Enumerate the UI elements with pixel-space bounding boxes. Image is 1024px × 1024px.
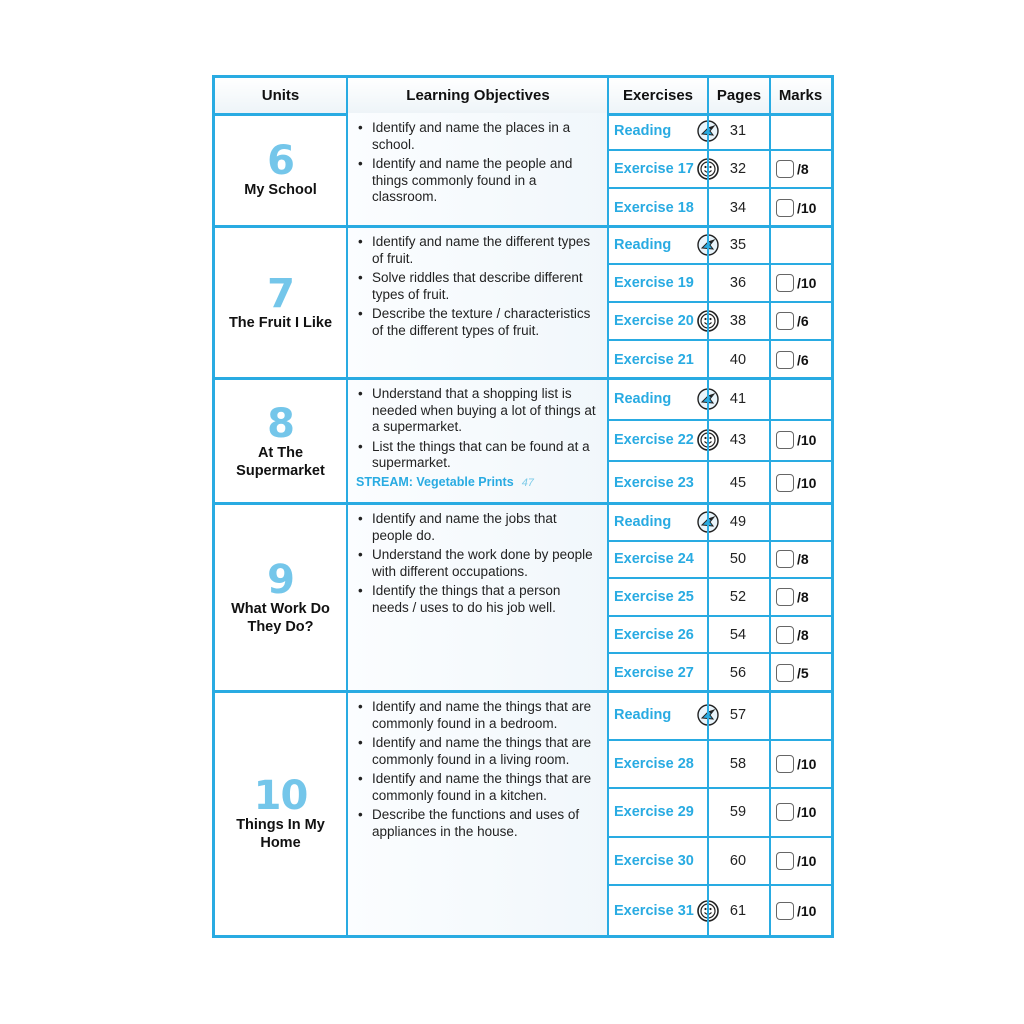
exercise-row: [608, 227, 831, 265]
learning-objectives: [348, 227, 608, 379]
unit-divider: [215, 377, 831, 380]
page-number: 49: [729, 513, 747, 530]
score-checkbox[interactable]: [776, 755, 794, 773]
unit-label: [215, 504, 346, 692]
marks-cell: [770, 741, 831, 788]
exercise-link[interactable]: Exercise 17: [614, 161, 694, 177]
marks-cell: [770, 617, 831, 653]
page-number: 50: [729, 551, 747, 568]
exercise-row: [608, 462, 831, 504]
exercise-row: [608, 617, 831, 655]
exercise-link[interactable]: Exercise 20: [614, 313, 694, 329]
unit-label: [215, 113, 346, 227]
marks-cell: [770, 579, 831, 615]
page-number: 43: [729, 432, 747, 449]
table-of-contents: [212, 75, 834, 938]
stream-label: STREAM: Vegetable Prints: [356, 474, 514, 489]
page-number: 32: [729, 161, 747, 177]
marks-cell: [770, 189, 831, 227]
objective-item: • Solve riddles that describe different types of fruit.: [356, 270, 600, 303]
exercise-link[interactable]: Exercise 29: [614, 804, 694, 821]
marks-cell: [770, 421, 831, 461]
unit-divider: [215, 690, 831, 693]
reading-link[interactable]: Reading: [614, 390, 672, 407]
exercise-row: [608, 504, 831, 542]
marks-total: /10: [797, 475, 817, 492]
score-checkbox[interactable]: [776, 626, 794, 644]
page-number: 58: [729, 755, 747, 772]
exercise-row: [608, 379, 831, 421]
header-exercises: Exercises: [622, 87, 694, 104]
unit-title: Things In My Home: [236, 816, 325, 851]
exercise-row: [608, 341, 831, 379]
objective-item: • Identify the things that a person needs / uses to do his job well.: [356, 583, 600, 616]
score-checkbox[interactable]: [776, 351, 794, 369]
marks-total: /10: [797, 853, 817, 870]
objective-item: • List the things that can be found at a supermarket.: [356, 439, 600, 472]
stream-activity: [356, 475, 600, 489]
marks-cell: [770, 462, 831, 504]
marks-cell: [770, 789, 831, 836]
exercise-row: [608, 692, 831, 741]
learning-objectives: [348, 379, 608, 504]
objective-item: • Identify and name the things that are commonly found in a kitchen.: [356, 771, 600, 804]
unit-divider: [215, 502, 831, 505]
unit-title: What Work Do They Do?: [231, 601, 330, 635]
exercise-link[interactable]: Exercise 24: [614, 551, 694, 568]
marks-cell: [770, 654, 831, 692]
page-number: 56: [729, 665, 747, 682]
exercise-row: [608, 189, 831, 227]
marks-total: /10: [797, 755, 817, 772]
score-checkbox[interactable]: [776, 160, 794, 178]
unit-label: [215, 379, 346, 504]
score-checkbox[interactable]: [776, 274, 794, 292]
marks-total: /10: [797, 200, 817, 216]
marks-cell: [770, 838, 831, 885]
score-checkbox[interactable]: [776, 902, 794, 920]
exercise-link[interactable]: Exercise 31: [614, 902, 694, 919]
marks-total: /6: [797, 313, 809, 329]
score-checkbox[interactable]: [776, 312, 794, 330]
marks-cell: [770, 265, 831, 301]
exercise-row: [608, 838, 831, 887]
objective-item: • Describe the texture / characteristics of the different types of fruit.: [356, 306, 600, 339]
unit-number: 9: [267, 557, 294, 603]
page-number: 31: [729, 123, 747, 139]
unit-divider: [215, 225, 831, 228]
score-checkbox[interactable]: [776, 199, 794, 217]
header-objectives: Learning Objectives: [406, 87, 550, 104]
table-header: [215, 78, 831, 116]
exercise-row: [608, 654, 831, 692]
score-checkbox[interactable]: [776, 431, 794, 449]
unit-title: At The Supermarket: [236, 444, 325, 479]
score-checkbox[interactable]: [776, 588, 794, 606]
marks-total: /8: [797, 551, 809, 568]
unit-number: 6: [267, 138, 294, 184]
exercise-row: [608, 421, 831, 463]
objective-item: • Understand the work done by people with different occupations.: [356, 547, 600, 580]
score-checkbox[interactable]: [776, 664, 794, 682]
marks-total: /5: [797, 665, 809, 682]
unit-number: 7: [267, 271, 294, 317]
marks-cell: [770, 151, 831, 187]
objective-item: • Identify and name the things that are commonly found in a living room.: [356, 735, 600, 768]
unit-label: [215, 692, 346, 935]
exercise-row: [608, 789, 831, 838]
exercise-row: [608, 886, 831, 935]
exercise-row: [608, 741, 831, 790]
exercise-link[interactable]: Exercise 25: [614, 588, 694, 605]
score-checkbox[interactable]: [776, 474, 794, 492]
page-number: 36: [729, 275, 747, 291]
score-checkbox[interactable]: [776, 550, 794, 568]
reading-link[interactable]: Reading: [614, 707, 672, 724]
unit-number: 8: [267, 400, 294, 447]
page-number: 45: [729, 475, 747, 492]
objective-item: • Understand that a shopping list is needed when buying a lot of things at a supermarket.: [356, 386, 600, 436]
page-number: 54: [729, 626, 747, 643]
unit-title: My School: [244, 182, 317, 198]
page-number: 34: [729, 200, 747, 216]
exercise-link[interactable]: Exercise 23: [614, 475, 694, 492]
exercise-row: [608, 579, 831, 617]
marks-total: /10: [797, 432, 817, 449]
header-units: Units: [261, 87, 300, 104]
page-number: 60: [729, 853, 747, 870]
marks-total: /10: [797, 902, 817, 919]
marks-total: /10: [797, 804, 817, 821]
exercise-row: [608, 265, 831, 303]
learning-objectives: [348, 113, 608, 227]
exercise-link[interactable]: Exercise 30: [614, 853, 694, 870]
page-number: 35: [729, 237, 747, 253]
page-number: 41: [729, 390, 747, 407]
exercise-link[interactable]: Exercise 21: [614, 352, 694, 368]
exercise-link[interactable]: Exercise 22: [614, 432, 694, 449]
objective-item: • Identify and name the things that are commonly found in a bedroom.: [356, 699, 600, 732]
score-checkbox[interactable]: [776, 803, 794, 821]
marks-cell: [770, 886, 831, 935]
header-marks: Marks: [778, 87, 823, 104]
header-pages: Pages: [716, 87, 762, 104]
exercise-link[interactable]: Exercise 18: [614, 200, 694, 216]
marks-cell: [770, 542, 831, 578]
page-number: 59: [729, 804, 747, 821]
marks-cell: [770, 303, 831, 339]
page-number: 61: [729, 902, 747, 919]
exercise-row: [608, 151, 831, 189]
objective-item: • Identify and name the jobs that people do.: [356, 511, 600, 544]
marks-total: /8: [797, 161, 809, 177]
exercise-link[interactable]: Exercise 19: [614, 275, 694, 291]
learning-objectives: [348, 692, 608, 935]
stream-page: 47: [521, 476, 534, 489]
page-number: 52: [729, 588, 747, 605]
unit-label: [215, 227, 346, 379]
page-number: 57: [729, 707, 747, 724]
page-number: 40: [729, 352, 747, 368]
unit-number: 10: [253, 772, 308, 819]
exercise-row: [608, 542, 831, 580]
exercise-row: [608, 303, 831, 341]
page-number: 38: [729, 313, 747, 329]
reading-link[interactable]: Reading: [614, 123, 672, 139]
marks-total: /6: [797, 352, 809, 368]
marks-total: /8: [797, 626, 809, 643]
score-checkbox[interactable]: [776, 852, 794, 870]
exercise-link[interactable]: Exercise 26: [614, 626, 694, 643]
marks-total: /8: [797, 588, 809, 605]
objective-item: • Identify and name the different types of fruit.: [356, 234, 600, 267]
objective-item: • Identify and name the people and things commonly found in a classroom.: [356, 156, 600, 206]
exercise-link[interactable]: Exercise 27: [614, 665, 694, 682]
unit-title: The Fruit I Like: [228, 315, 333, 331]
objective-item: • Describe the functions and uses of appliances in the house.: [356, 807, 600, 840]
reading-link[interactable]: Reading: [614, 513, 672, 530]
reading-link[interactable]: Reading: [614, 237, 672, 253]
learning-objectives: [348, 504, 608, 692]
marks-total: /10: [797, 275, 817, 291]
marks-cell: [770, 341, 831, 379]
objective-item: • Identify and name the places in a school.: [356, 120, 600, 153]
exercise-link[interactable]: Exercise 28: [614, 755, 694, 772]
exercise-row: [608, 113, 831, 151]
